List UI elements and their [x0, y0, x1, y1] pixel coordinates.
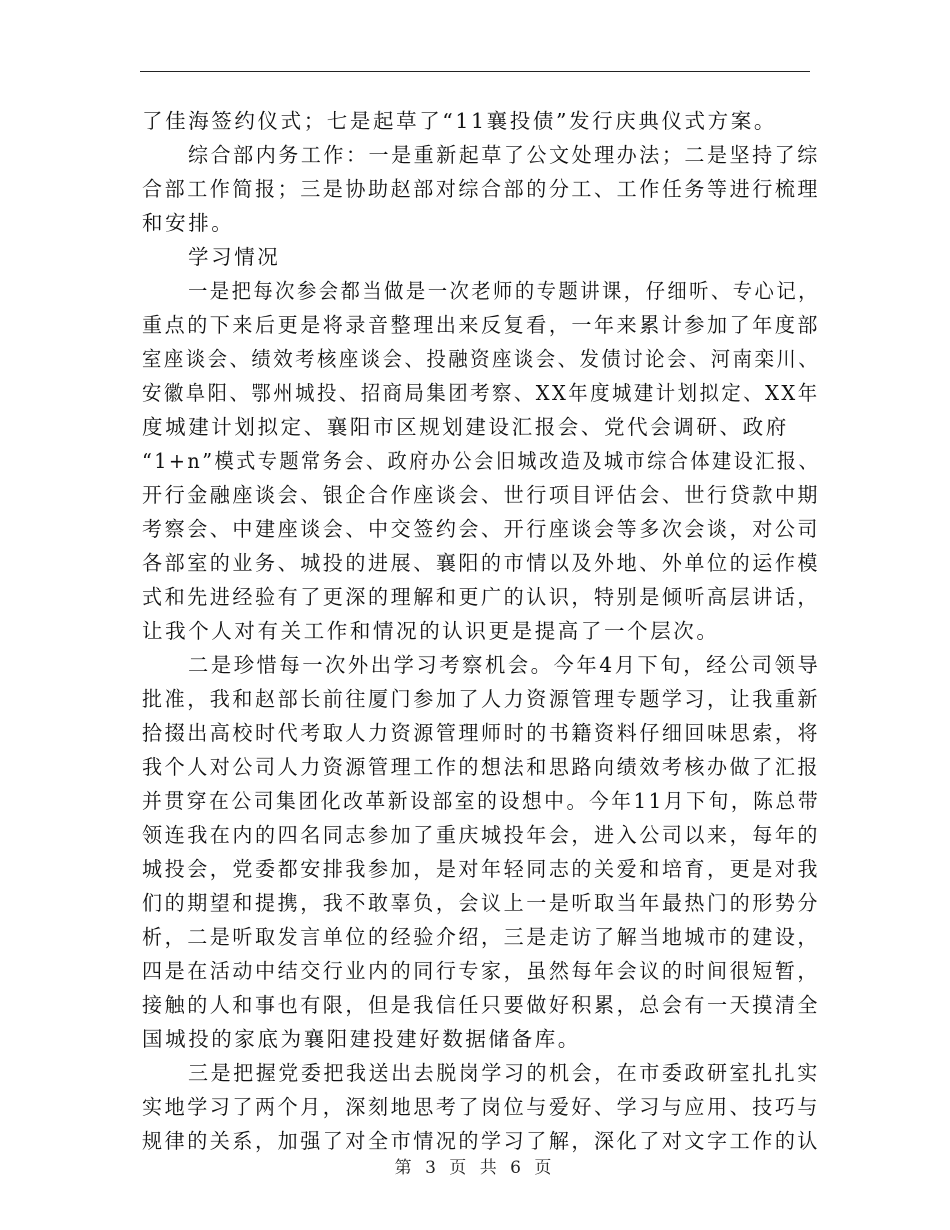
text-line: 安徽阜阳、鄂州城投、招商局集团考察、XX年度城建计划拟定、XX年 — [142, 381, 820, 405]
text-line: 了佳海签约仪式；七是起草了“11襄投债”发行庆典仪式方案。 — [142, 109, 777, 133]
text-line: 四是在活动中结交行业内的同行专家，虽然每年会议的时间很短暂， — [142, 959, 821, 983]
text-line: 国城投的家底为襄阳建投建好数据储备库。 — [142, 1027, 581, 1051]
text-line: 和安排。 — [142, 211, 235, 235]
text-line: 批准，我和赵部长前往厦门参加了人力资源管理专题学习，让我重新 — [142, 687, 821, 711]
text-line: 三是把握党委把我送出去脱岗学习的机会，在市委政研室扎扎实 — [188, 1061, 820, 1085]
text-line: 考察会、中建座谈会、中交签约会、开行座谈会等多次会谈，对公司 — [142, 517, 821, 541]
text-line: 综合部内务工作：一是重新起草了公文处理办法；二是坚持了综 — [188, 143, 820, 167]
text-line: 实地学习了两个月，深刻地思考了岗位与爱好、学习与应用、技巧与 — [142, 1095, 821, 1119]
text-line: 开行金融座谈会、银企合作座谈会、世行项目评估会、世行贷款中期 — [142, 483, 821, 507]
text-line: 度城建计划拟定、襄阳市区规划建设汇报会、党代会调研、政府 — [142, 415, 789, 439]
text-line: 二是珍惜每一次外出学习考察机会。今年4月下旬，经公司领导 — [188, 653, 821, 677]
text-line: 重点的下来后更是将录音整理出来反复看，一年来累计参加了年度部 — [142, 313, 821, 337]
text-line: 式和先进经验有了更深的理解和更广的认识，特别是倾听高层讲话， — [142, 585, 821, 609]
text-line: 拾掇出高校时代考取人力资源管理师时的书籍资料仔细回味思索，将 — [142, 721, 821, 745]
text-line: “1+n”模式专题常务会、政府办公会旧城改造及城市综合体建设汇报、 — [142, 449, 821, 473]
header-rule — [140, 71, 810, 72]
text-line: 学习情况 — [188, 245, 281, 269]
text-line: 规律的关系，加强了对全市情况的学习了解，深化了对文字工作的认 — [142, 1129, 821, 1153]
text-line: 城投会，党委都安排我参加，是对年轻同志的关爱和培育，更是对我 — [142, 857, 821, 881]
text-line: 让我个人对有关工作和情况的认识更是提高了一个层次。 — [142, 619, 720, 643]
text-line: 接触的人和事也有限，但是我信任只要做好积累，总会有一天摸清全 — [142, 993, 821, 1017]
text-line: 们的期望和提携，我不敢辜负，会议上一是听取当年最热门的形势分 — [142, 891, 821, 915]
text-line: 析，二是听取发言单位的经验介绍，三是走访了解当地城市的建设， — [142, 925, 821, 949]
text-line: 室座谈会、绩效考核座谈会、投融资座谈会、发债讨论会、河南栾川、 — [142, 347, 821, 371]
text-line: 合部工作简报；三是协助赵部对综合部的分工、工作任务等进行梳理 — [142, 177, 821, 201]
text-line: 领连我在内的四名同志参加了重庆城投年会，进入公司以来，每年的 — [142, 823, 821, 847]
text-line: 各部室的业务、城投的进展、襄阳的市情以及外地、外单位的运作模 — [142, 551, 821, 575]
text-line: 并贯穿在公司集团化改革新设部室的设想中。今年11月下旬，陈总带 — [142, 789, 821, 813]
text-line: 我个人对公司人力资源管理工作的想法和思路向绩效考核办做了汇报 — [142, 755, 821, 779]
page-number: 第 3 页 共 6 页 — [394, 1158, 556, 1178]
text-line: 一是把每次参会都当做是一次老师的专题讲课，仔细听、专心记， — [188, 279, 820, 303]
